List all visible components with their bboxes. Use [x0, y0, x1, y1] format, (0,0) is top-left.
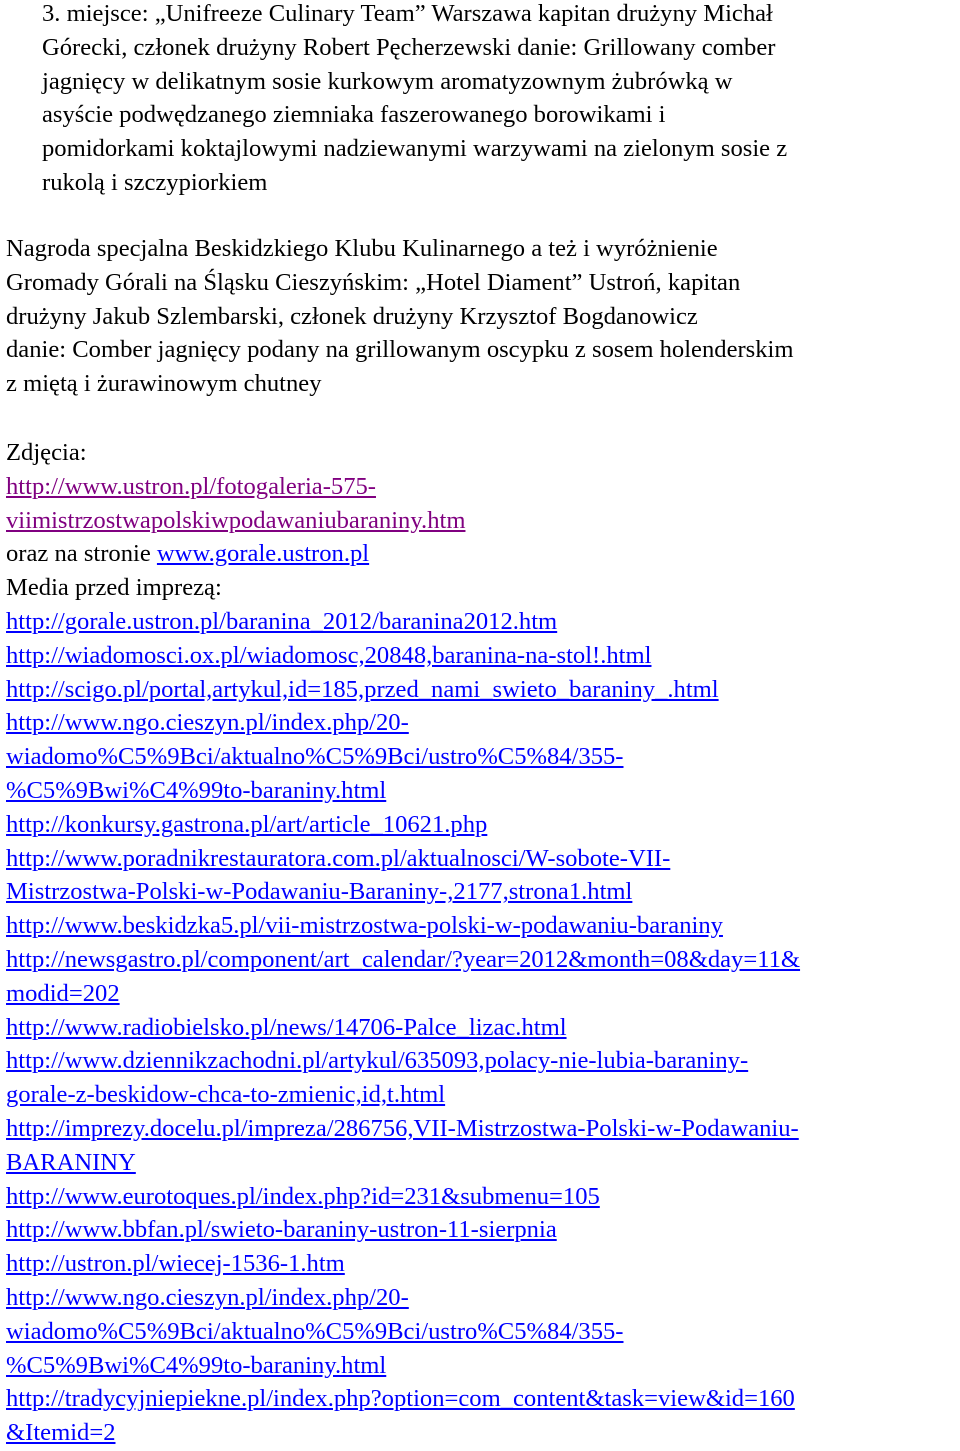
media-link[interactable]: %C5%9Bwi%C4%99to-baraniny.html	[6, 776, 387, 804]
media-link[interactable]: http://tradycyjniepiekne.pl/index.php?option=com_content&task=view&id=160	[6, 1385, 795, 1413]
media-link[interactable]: http://www.beskidzka5.pl/vii-mistrzostwa-polski-w-podawaniu-baraniny	[6, 912, 723, 940]
paragraph-line: danie: Comber jagnięcy podany na grillowanym oscypku z sosem holenderskim	[6, 336, 794, 364]
paragraph-line: rukolą i szczypiorkiem	[42, 168, 268, 196]
paragraph-line: Nagroda specjalna Beskidzkiego Klubu Kulinarnego a też i wyróżnienie	[6, 235, 718, 262]
media-link[interactable]: gorale-z-beskidow-chca-to-zmienic,id,t.html	[6, 1081, 446, 1109]
gorale-site-link[interactable]: www.gorale.ustron.pl	[156, 540, 370, 568]
media-link[interactable]: wiadomo%C5%9Bci/aktualno%C5%9Bci/ustro%C5%84/355-	[6, 1317, 624, 1345]
gallery-link[interactable]: viimistrzostwapolskiwpodawaniubaraniny.htm	[6, 506, 466, 534]
paragraph-line: asyście podwędzanego ziemniaka faszerowanego borowikami i	[42, 101, 666, 129]
media-link[interactable]: wiadomo%C5%9Bci/aktualno%C5%9Bci/ustro%C5%84/355-	[6, 743, 624, 771]
media-heading: Media przed imprezą:	[6, 574, 222, 602]
media-link[interactable]: http://konkursy.gastrona.pl/art/article_10621.php	[6, 810, 488, 838]
paragraph-line: drużyny Jakub Szlembarski, członek drużyny Krzysztof Bogdanowicz	[6, 302, 698, 330]
media-link[interactable]: http://www.ngo.cieszyn.pl/index.php/20-	[6, 709, 409, 737]
special-award-paragraph	[6, 232, 958, 401]
photos-heading: Zdjęcia:	[6, 439, 87, 466]
media-link[interactable]: BARANINY	[6, 1148, 136, 1176]
also-on-line	[6, 537, 958, 571]
media-link[interactable]: http://www.bbfan.pl/swieto-baraniny-ustron-11-sierpnia	[6, 1216, 557, 1244]
media-link[interactable]: http://www.poradnikrestauratora.com.pl/aktualnosci/W-sobote-VII-	[6, 844, 671, 872]
media-link[interactable]: http://wiadomosci.ox.pl/wiadomosc,20848,baranina-na-stol!.html	[6, 641, 652, 669]
media-link[interactable]: http://newsgastro.pl/component/art_calendar/?year=2012&month=08&day=11&	[6, 945, 801, 973]
paragraph-line: jagnięcy w delikatnym sosie kurkowym aromatyzownym żubrówką w	[42, 67, 733, 95]
media-link[interactable]: http://www.dziennikzachodni.pl/artykul/635093,polacy-nie-lubia-baraniny-	[6, 1047, 749, 1075]
media-link[interactable]: http://ustron.pl/wiecej-1536-1.htm	[6, 1250, 345, 1278]
media-link[interactable]: %C5%9Bwi%C4%99to-baraniny.html	[6, 1351, 387, 1379]
also-on-text: oraz na stronie	[6, 540, 157, 568]
media-link[interactable]: http://imprezy.docelu.pl/impreza/286756,VII-Mistrzostwa-Polski-w-Podawaniu-	[6, 1114, 799, 1142]
gallery-link[interactable]: http://www.ustron.pl/fotogaleria-575-	[6, 472, 376, 500]
media-link[interactable]: http://www.eurotoques.pl/index.php?id=231&submenu=105	[6, 1182, 600, 1210]
media-link[interactable]: http://scigo.pl/portal,artykul,id=185,przed_nami_swieto_baraniny_.html	[6, 675, 719, 703]
paragraph-line: z miętą i żurawinowym chutney	[6, 370, 322, 398]
third-place-paragraph	[6, 0, 958, 200]
paragraph-line: Górecki, członek drużyny Robert Pęcherzewski danie: Grillowany comber	[42, 33, 776, 61]
media-link[interactable]: http://www.radiobielsko.pl/news/14706-Palce_lizac.html	[6, 1013, 567, 1041]
media-link[interactable]: http://www.ngo.cieszyn.pl/index.php/20-	[6, 1283, 409, 1311]
links-section	[6, 436, 958, 1450]
paragraph-line: 3. miejsce: „Unifreeze Culinary Team” Warszawa kapitan drużyny Michał	[42, 0, 773, 27]
paragraph-line: pomidorkami koktajlowymi nadziewanymi warzywami na zielonym sosie z	[42, 135, 788, 163]
media-link[interactable]: http://gorale.ustron.pl/baranina_2012/baranina2012.htm	[6, 607, 558, 635]
paragraph-line: Gromady Górali na Śląsku Cieszyńskim: „Hotel Diament” Ustroń, kapitan	[6, 268, 741, 296]
media-link[interactable]: Mistrzostwa-Polski-w-Podawaniu-Baraniny-,2177,strona1.html	[6, 878, 633, 906]
media-link[interactable]: modid=202	[6, 979, 120, 1007]
media-link[interactable]: &Itemid=2	[6, 1419, 116, 1447]
